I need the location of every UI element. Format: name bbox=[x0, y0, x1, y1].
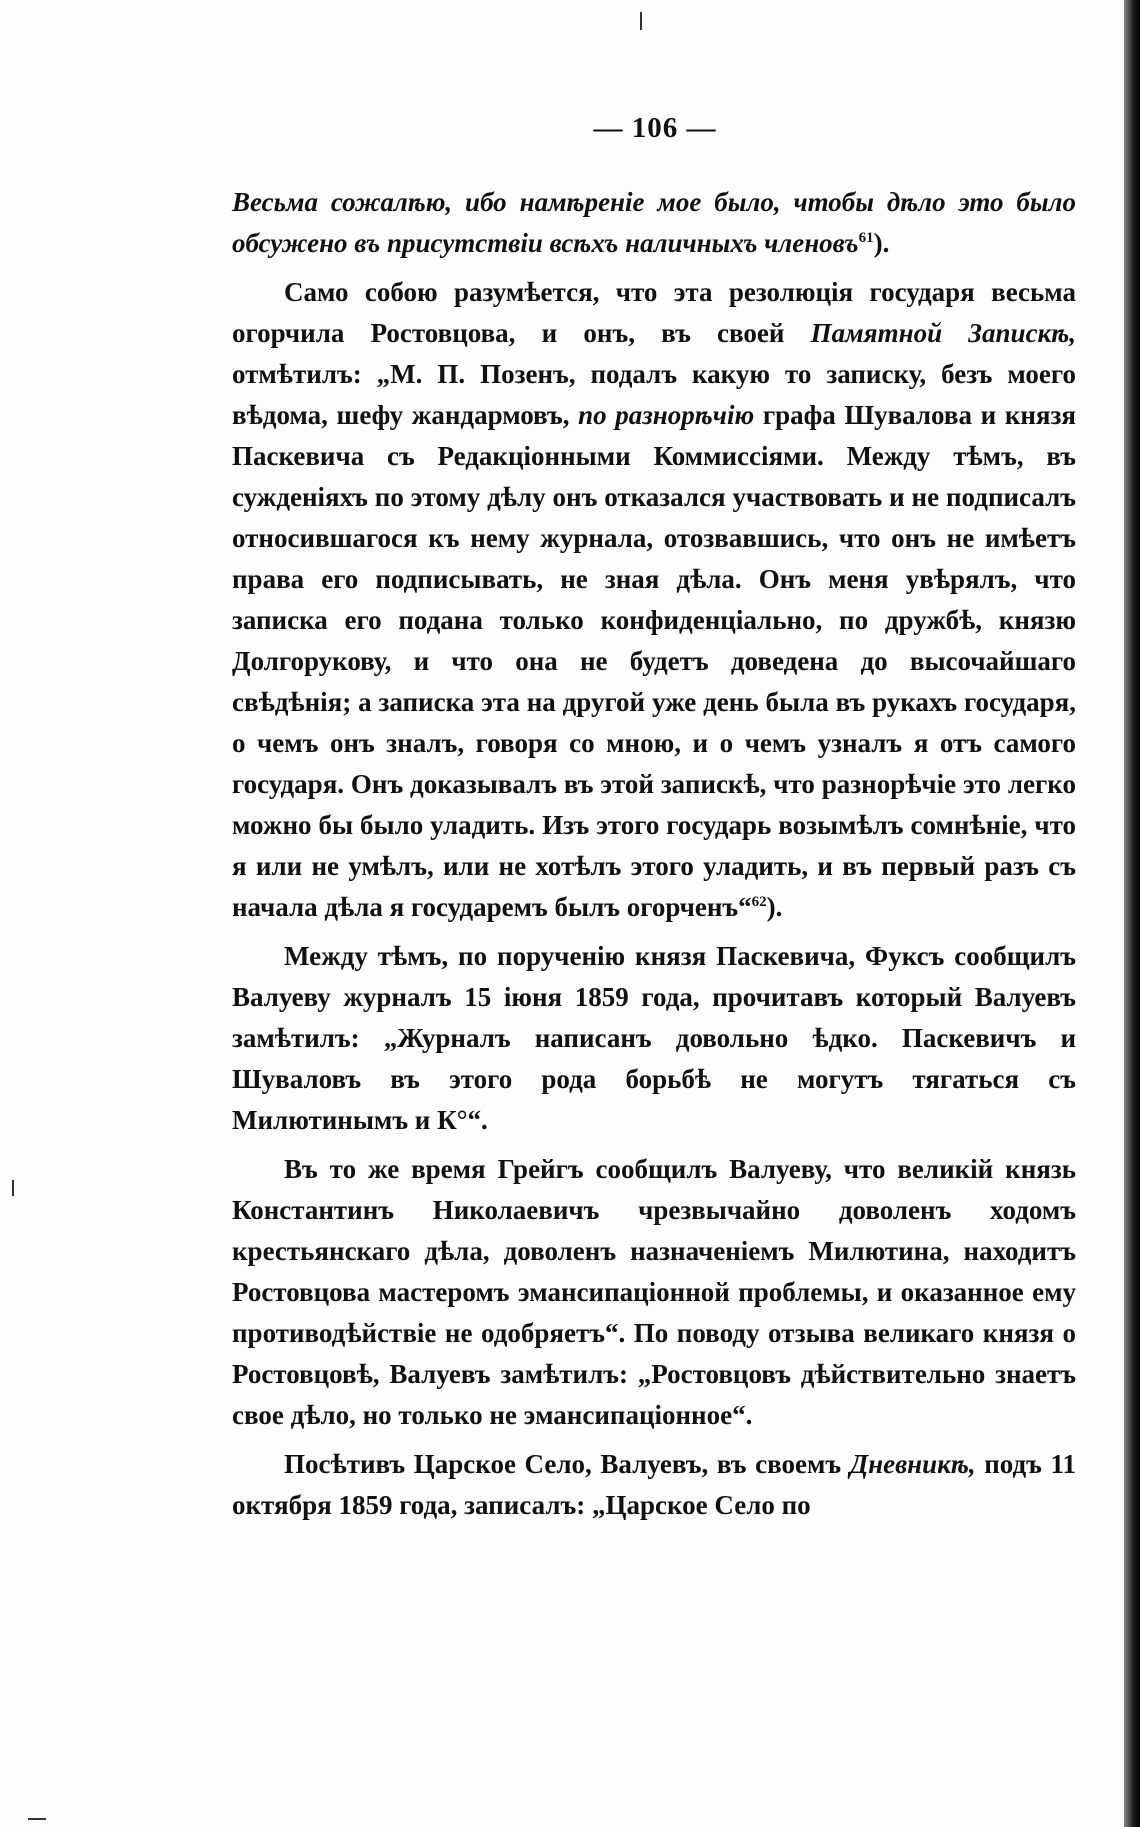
scan-speck bbox=[28, 1818, 46, 1820]
scan-speck bbox=[12, 1180, 14, 1196]
paragraph-5-text-a: Посѣтивъ Царское Село, Валуевъ, въ своемъ bbox=[284, 1449, 850, 1479]
paragraph-1 bbox=[232, 182, 1076, 264]
paragraph-3: Между тѣмъ, по порученію князя Паскевича, Фуксъ сообщилъ Валуеву журналъ 15 іюня 1859 года, прочитавъ который Валуевъ замѣтилъ: „Журналъ написанъ довольно ѣдко. Паскевичъ и Шуваловъ въ этого рода борьбѣ не могутъ тягаться съ Милютинымъ и К°“. bbox=[232, 941, 1076, 1135]
main-text bbox=[232, 182, 1076, 1526]
footnote-ref-62: 62 bbox=[751, 894, 767, 910]
scan-speck bbox=[640, 12, 642, 30]
quote-italic: Весьма сожалѣю, ибо намѣреніе мое было, чтобы дѣло это было обсужено въ присутствіи всѣхъ наличныхъ членовъ bbox=[232, 187, 1076, 258]
paragraph-4: Въ то же время Грейгъ сообщилъ Валуеву, что великій князь Константинъ Николаевичъ чрезвычайно доволенъ ходомъ крестьянскаго дѣла, доволенъ назначеніемъ Милютина, находитъ Ростовцова мастеромъ эмансипаціонной проблемы, и оказанное ему противодѣйствіе не одобряетъ“. По поводу отзыва великаго князя о Ростовцовѣ, Валуевъ замѣтилъ: „Ростовцовъ дѣйствительно знаетъ свое дѣло, но только не эмансипаціонное“. bbox=[232, 1154, 1076, 1430]
paragraph-2-italic-b: по разнорѣчію bbox=[578, 400, 755, 430]
page-edge-shadow bbox=[1124, 0, 1140, 1827]
paragraph-1-end: ). bbox=[873, 228, 890, 258]
paragraph-2-end: ). bbox=[766, 892, 783, 922]
footnote-ref-61: 61 bbox=[858, 230, 874, 246]
page-number: — 106 — bbox=[593, 112, 717, 144]
paragraph-5-italic: Дневникѣ, bbox=[849, 1449, 976, 1479]
paragraph-2-text-a: Само собою разумѣется, что эта резолюція государя весьма огорчила Ростовцова, и онъ, въ своей bbox=[232, 277, 1076, 348]
paragraph-2-italic-a: Памятной Запискѣ, bbox=[810, 318, 1076, 348]
paragraph-2 bbox=[232, 272, 1076, 928]
paragraph-2-text-c: графа Шувалова и князя Паскевича съ Редакціонными Коммиссіями. Между тѣмъ, въ сужденіяхъ по этому дѣлу онъ отказался участвовать и не подписалъ относившагося къ нему журнала, отозвавшись, что онъ не имѣетъ права его подписывать, не зная дѣла. Онъ меня увѣрялъ, что записка его подана только конфиденціально, по дружбѣ, князю Долгорукову, и что она не будетъ доведена до высочайшаго свѣдѣнія; а записка эта на другой уже день была въ рукахъ государя, о чемъ онъ зналъ, говоря со мною, и о чемъ узналъ я отъ самого государя. Онъ доказывалъ въ этой запискѣ, что разнорѣчіе это легко можно бы было уладить. Изъ этого государь возымѣлъ сомнѣніе, что я или не умѣлъ, или не хотѣлъ этого уладить, и въ первый разъ съ начала дѣла я государемъ былъ огорченъ“ bbox=[232, 400, 1076, 922]
paragraph-5 bbox=[232, 1444, 1076, 1526]
paragraph-2-text-b: отмѣтилъ: „М. П. Позенъ, подалъ какую то записку, безъ моего вѣдома, шефу жандармовъ, bbox=[232, 359, 1076, 430]
paragraph-5-text-b: подъ 11 октября 1859 года, записалъ: „Царское Село по bbox=[232, 1449, 1076, 1520]
